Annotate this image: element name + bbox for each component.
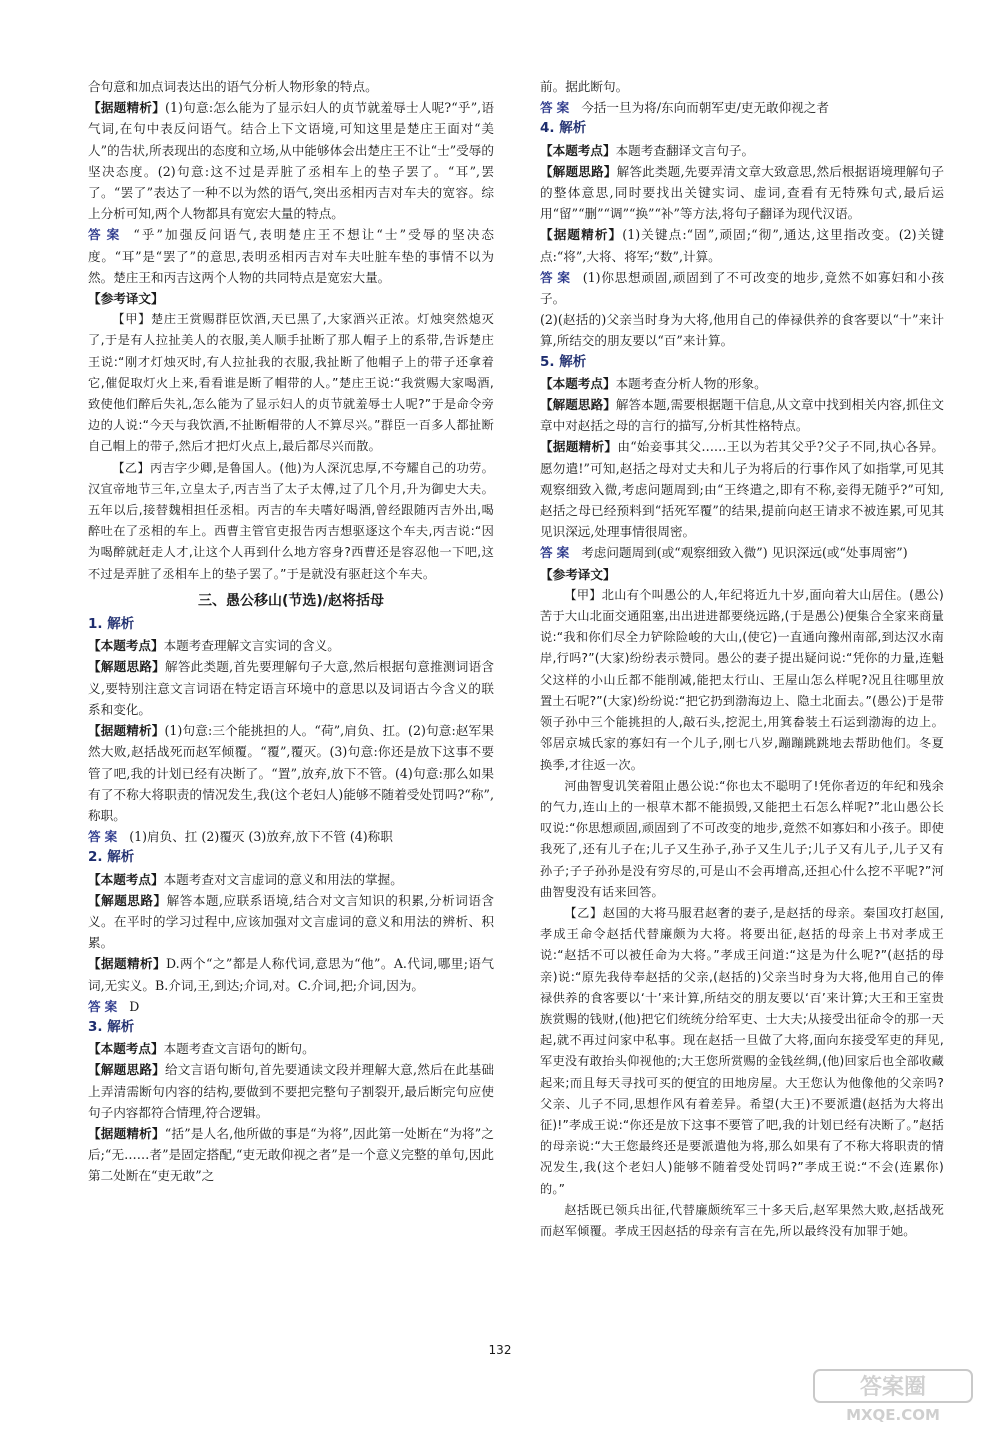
analysis-label: 【解题思路】 <box>88 659 165 675</box>
answer-label: 答案 <box>540 100 574 116</box>
analysis-text: 解答此类题,首先要理解句子大意,然后根据句意推测词语含义,要特别注意文言词语在特定语言环境中的意思以及词语古今含义的联系和变化。 <box>88 659 494 717</box>
question-heading-label: 解析 <box>559 120 587 137</box>
question-heading <box>540 118 944 139</box>
answer-label: 答案 <box>540 545 574 561</box>
answer-block <box>540 97 944 118</box>
answer-text: (1)你思想顽固,顽固到了不可改变的地步,竟然不如寡妇和小孩子。 <box>540 269 944 307</box>
watermark-logo <box>808 1368 978 1424</box>
text-paragraph: 合句意和加点词表达出的语气分析人物形象的特点。 <box>88 79 378 94</box>
analysis-text: 解答此类题,先要弄清文章大致意思,然后根据语境理解句子的整体意思,同时要找出关键实词、虚词,查看有无特殊句式,最后运用“留”“删”“调”“换”“补”等方法,将句子翻译为现代汉语。 <box>540 163 944 222</box>
analysis-label: 【据题精析】 <box>540 227 623 243</box>
analysis-label: 【据题精析】 <box>88 723 165 739</box>
translation-paragraph: 【乙】丙吉字少卿,是鲁国人。(他)为人深沉忠厚,不夸耀自己的功劳。汉宣帝地节三年,立皇太子,丙吉当了太子太傅,过了几个月,升为御史大夫。五年以后,接替魏相担任丞相。丙吉的车夫嗜好喝酒,曾经跟随丙吉外出,喝醉吐在了丞相的车上。西曹主管官吏报告丙吉想驱逐这个车夫,丙吉说:“因为喝醉就赶走人才,让这个人再到什么地方容身?西曹还是容忍他一下吧,这不过是弄脏了丞相车上的垫子罢了。”于是就没有驱赶这个车夫。 <box>88 460 494 581</box>
answer-label: 答案 <box>88 998 122 1014</box>
analysis-label: 【解题思路】 <box>540 397 616 413</box>
analysis-block <box>88 1059 494 1123</box>
analysis-text: 解答本题,应联系语境,结合对文言知识的积累,分析词语含义。在平时的学习过程中,应该加强对文言虚词的意义和用法的辨析、积累。 <box>88 892 495 951</box>
left-column <box>88 76 494 1187</box>
answer-block <box>88 826 494 847</box>
question-heading <box>88 1017 494 1038</box>
analysis-block <box>540 436 944 542</box>
question-number: 1. <box>88 616 103 633</box>
analysis-text: “括”是人名,他所做的事是“为将”,因此第一处断在“为将”之后;“无……者”是固定搭配,“吏无敢仰视之者”是一个意义完整的单句,因此第二处断在“吏无敢”之 <box>88 1125 495 1184</box>
text-paragraph: 前。据此断句。 <box>540 79 629 94</box>
translation-heading-label: 【参考译文】 <box>88 291 164 307</box>
analysis-label: 【据题精析】 <box>88 1125 165 1141</box>
analysis-label: 【本题考点】 <box>540 142 616 158</box>
analysis-block <box>88 1123 494 1187</box>
text-paragraph: (2)(赵括的)父亲当时身为大将,他用自己的俸禄供养的食客要以“十”来计算,所结交的朋友要以“百”来计算。 <box>540 312 944 349</box>
question-heading-label: 解析 <box>559 353 587 370</box>
analysis-block <box>540 394 944 436</box>
analysis-block <box>88 1038 494 1059</box>
analysis-label: 【本题考点】 <box>88 1041 164 1057</box>
analysis-label: 【本题考点】 <box>88 871 164 887</box>
translation-paragraph: 【甲】楚庄王赏赐群臣饮酒,天已黑了,大家酒兴正浓。灯烛突然熄灭了,于是有人拉扯美人的衣服,美人顺手扯断了那人帽子上的系带,告诉楚庄王说:“刚才灯烛灭时,有人拉扯我的衣服,我扯断了他帽子上的带子还拿着它,催促取灯火上来,看看谁是断了帽带的人。”楚庄王说:“我赏赐大家喝酒,致使他们醉后失礼,怎么能为了显示妇人的贞节就羞辱士人呢?”于是命令旁边的人说:“今天与我饮酒,不扯断帽带的人不算尽兴。”群臣一百多人都扯断自己帽上的带子,然后才把灯火点上,最后都尽兴而散。 <box>88 312 494 454</box>
analysis-text: 本题考查文言语句的断句。 <box>163 1041 315 1057</box>
answer-block <box>540 542 944 563</box>
answer-text: 今括一旦为将/东向而朝军吏/吏无敢仰视之者 <box>581 100 829 116</box>
analysis-label: 【解题思路】 <box>540 163 617 179</box>
analysis-block <box>88 953 494 995</box>
translation-paragraph: 河曲智叟讥笑着阻止愚公说:“你也太不聪明了!凭你者迈的年纪和残余的气力,连山上的一根草木都不能损毁,又能把土石怎么样呢?”北山愚公长叹说:“你思想顽固,顽固到了不可改变的地步,竟然不如寡妇和小孩子。即使我死了,还有儿子在;儿子又生孙子,孙子又生儿子;儿子又有儿子,儿子又有孙子;子子孙孙是没有穷尽的,可是山不会再增高,还担心什么挖不平呢?”河曲智叟没有话来回答。 <box>540 778 944 899</box>
analysis-text: 解答本题,需要根据题干信息,从文章中找到相关内容,抓住文章中对赵括之母的言行的描写,分析其性格特点。 <box>540 397 945 434</box>
analysis-block <box>88 635 494 656</box>
analysis-block <box>540 373 944 394</box>
question-number: 5. <box>540 353 555 370</box>
analysis-text: D.两个“之”都是人称代词,意思为“他”。A.代词,哪里;语气词,无实义。B.介词,王,到达;介词,对。C.介词,把;介词,因为。 <box>88 956 494 993</box>
question-number: 4. <box>540 120 555 137</box>
analysis-block <box>88 720 494 826</box>
analysis-label: 【据题精析】 <box>540 439 618 455</box>
answer-text: (1)肩负、扛 (2)覆灭 (3)放弃,放下不管 (4)称职 <box>129 829 393 845</box>
question-heading-label: 解析 <box>107 1018 135 1035</box>
right-column <box>540 76 944 1242</box>
analysis-block <box>540 140 944 161</box>
analysis-block <box>88 869 494 890</box>
answer-block <box>88 996 494 1017</box>
analysis-label: 【本题考点】 <box>88 638 164 654</box>
analysis-text: (1)句意:怎么能为了显示妇人的贞节就羞辱士人呢?“乎”,语气词,在句中表反问语气。结合上下文语境,可知这里是楚庄王面对“美人”的告状,所表现出的态度和立场,从中能够体会出楚庄王不让“士”受辱的坚决态度。(2)句意:这不过是弄脏了丞相车上的垫子罢了。“耳”,罢了。“罢了”表达了一种不以为然的语气,突出丞相丙吉对车夫的宽容。综上分析可知,两个人物都具有宽宏大量的特点。 <box>88 100 494 222</box>
question-heading <box>540 352 944 373</box>
question-number: 3. <box>88 1018 103 1035</box>
watermark-text-top: 答案圈 <box>859 1375 927 1400</box>
analysis-block <box>88 656 494 720</box>
analysis-block <box>88 890 494 954</box>
answer-block <box>540 267 944 309</box>
analysis-text: 本题考查对文言虚词的意义和用法的掌握。 <box>163 871 403 887</box>
question-heading <box>88 614 494 635</box>
analysis-label: 【解题思路】 <box>88 1062 165 1078</box>
question-number: 2. <box>88 849 103 866</box>
analysis-label: 【本题考点】 <box>540 375 616 391</box>
analysis-block <box>540 161 944 225</box>
page-number: 132 <box>488 1343 512 1357</box>
watermark-text-bottom: MXQE.COM <box>846 1406 940 1424</box>
translation-paragraph: 【甲】北山有个叫愚公的人,年纪将近九十岁,面向着大山居住。(愚公)苦于大山北面交通阻塞,出出进进都要绕远路,(于是愚公)便集合全家来商量说:“我和你们尽全力铲除险峻的大山,(使它)一直通向豫州南部,到达汉水南岸,行吗?”(大家)纷纷表示赞同。愚公的妻子提出疑问说:“凭你的力量,连魁父这样的小山丘都不能削减,能把太行山、王屋山怎么样呢?况且往哪里放置土石呢?”(大家)纷纷说:“把它扔到渤海边上、隐土北面去。”(愚公)于是带领子孙中三个能挑担的人,敲石头,挖泥土,用箕畚装土石运到渤海的边上。邻居京城氏家的寡妇有一个儿子,刚七八岁,蹦蹦跳跳地去帮助他们。冬夏换季,才往返一次。 <box>540 587 944 772</box>
question-heading-label: 解析 <box>107 849 135 866</box>
question-heading-label: 解析 <box>107 616 135 633</box>
answer-label: 答案 <box>88 227 126 243</box>
analysis-label: 【据题精析】 <box>88 956 166 972</box>
analysis-block <box>88 97 494 224</box>
analysis-block <box>540 224 944 266</box>
translation-heading-label: 【参考译文】 <box>540 566 616 582</box>
answer-text: 考虑问题周到(或“观察细致入微”) 见识深远(或“处事周密”) <box>581 545 908 561</box>
question-heading <box>88 847 494 868</box>
analysis-text: 由“始妾事其父……王以为若其父乎?父子不同,执心各异。愿勿遣!”可知,赵括之母对丈夫和儿子为将后的行事作风了如指掌,可见其观察细致入微,考虑问题周到;由“王终遣之,即有不称,妾得无随乎?”可知,赵括之母已经预料到“括死军覆”的结果,提前向赵王请求不被连累,可见其见识深远,处理事情很周密。 <box>540 439 945 540</box>
translation-paragraph: 【乙】赵国的大将马服君赵奢的妻子,是赵括的母亲。秦国攻打赵国,孝成王命令赵括代替廉颇为大将。将要出征,赵括的母亲上书对孝成王说:“赵括不可以被任命为大将。”孝成王问道:“这是为什么呢?”(赵括的母亲)说:“原先我侍奉赵括的父亲,(赵括的)父亲当时身为大将,他用自己的俸禄供养的食客要以‘十’来计算,所结交的朋友要以‘百’来计算;大王和王室贵族赏赐的钱财,(他)把它们统统分给军吏、士大夫;从接受出征命令的那一天起,就不再过问家中私事。现在赵括一旦做了大将,面向东接受军吏的拜见,军吏没有敢抬头仰视他的;大王您所赏赐的金钱丝绸,(他)回家后也全部收藏起来;而且每天寻找可买的便宜的田地房屋。大王您认为他像他的父亲吗?父亲、儿子不同,思想作风有着差异。希望(大王)不要派遣(赵括为大将出征)!”孝成王说:“你还是放下这事不要管了吧,我的计划已经有决断了。”赵括的母亲说:“大王您最终还是要派遣他为将,那么如果有了不称大将职责的情况发生,我(这个老妇人)能够不随着受处罚吗?”孝成王说:“不会(连累你)的。” <box>540 905 944 1196</box>
answer-text: D <box>129 998 140 1014</box>
analysis-label: 【解题思路】 <box>88 892 167 908</box>
answer-label: 答案 <box>540 269 575 285</box>
analysis-text: (1)句意:三个能挑担的人。“荷”,肩负、扛。(2)句意:赵军果然大败,赵括战死而赵军倾覆。“覆”,覆灭。(3)句意:你还是放下这事不要管了吧,我的计划已经有决断了。“置”,放弃,放下不管。(4)句意:那么如果有了不称大将职责的情况发生,我(这个老妇人)能够不随着受处罚吗?“称”,称职。 <box>88 723 495 823</box>
answer-label: 答案 <box>88 829 122 845</box>
analysis-text: 给文言语句断句,首先要通读文段并理解大意,然后在此基础上弄清需断句内容的结构,要做到不要把完整句子割裂开,最后断完句应使句子内容都符合情理,符合逻辑。 <box>88 1062 494 1120</box>
translation-paragraph: 赵括既已领兵出征,代替廉颇统军三十多天后,赵军果然大败,赵括战死而赵军倾覆。孝成王因赵括的母亲有言在先,所以最终没有加罪于她。 <box>540 1202 944 1238</box>
answer-block <box>88 224 494 288</box>
translation-heading <box>540 564 944 585</box>
analysis-text: (1)关键点:“固”,顽固;“彻”,通达,这里指改变。(2)关键点:“将”,大将、将军;“数”,计算。 <box>540 227 945 264</box>
translation-heading <box>88 288 494 309</box>
analysis-text: 本题考查翻译文言句子。 <box>615 142 755 158</box>
analysis-text: 本题考查理解文言实词的含义。 <box>163 638 340 654</box>
answer-text: “乎”加强反问语气,表明楚庄王不想让“士”受辱的坚决态度。“耳”是“罢了”的意思,表明丞相丙吉对车夫吐脏车垫的事情不以为然。楚庄王和丙吉这两个人物的共同特点是宽宏大量。 <box>88 227 495 285</box>
analysis-label: 【据题精析】 <box>88 100 166 116</box>
analysis-text: 本题考查分析人物的形象。 <box>615 375 767 391</box>
section-heading: 三、愚公移山(节选)/赵将括母 <box>198 592 384 609</box>
